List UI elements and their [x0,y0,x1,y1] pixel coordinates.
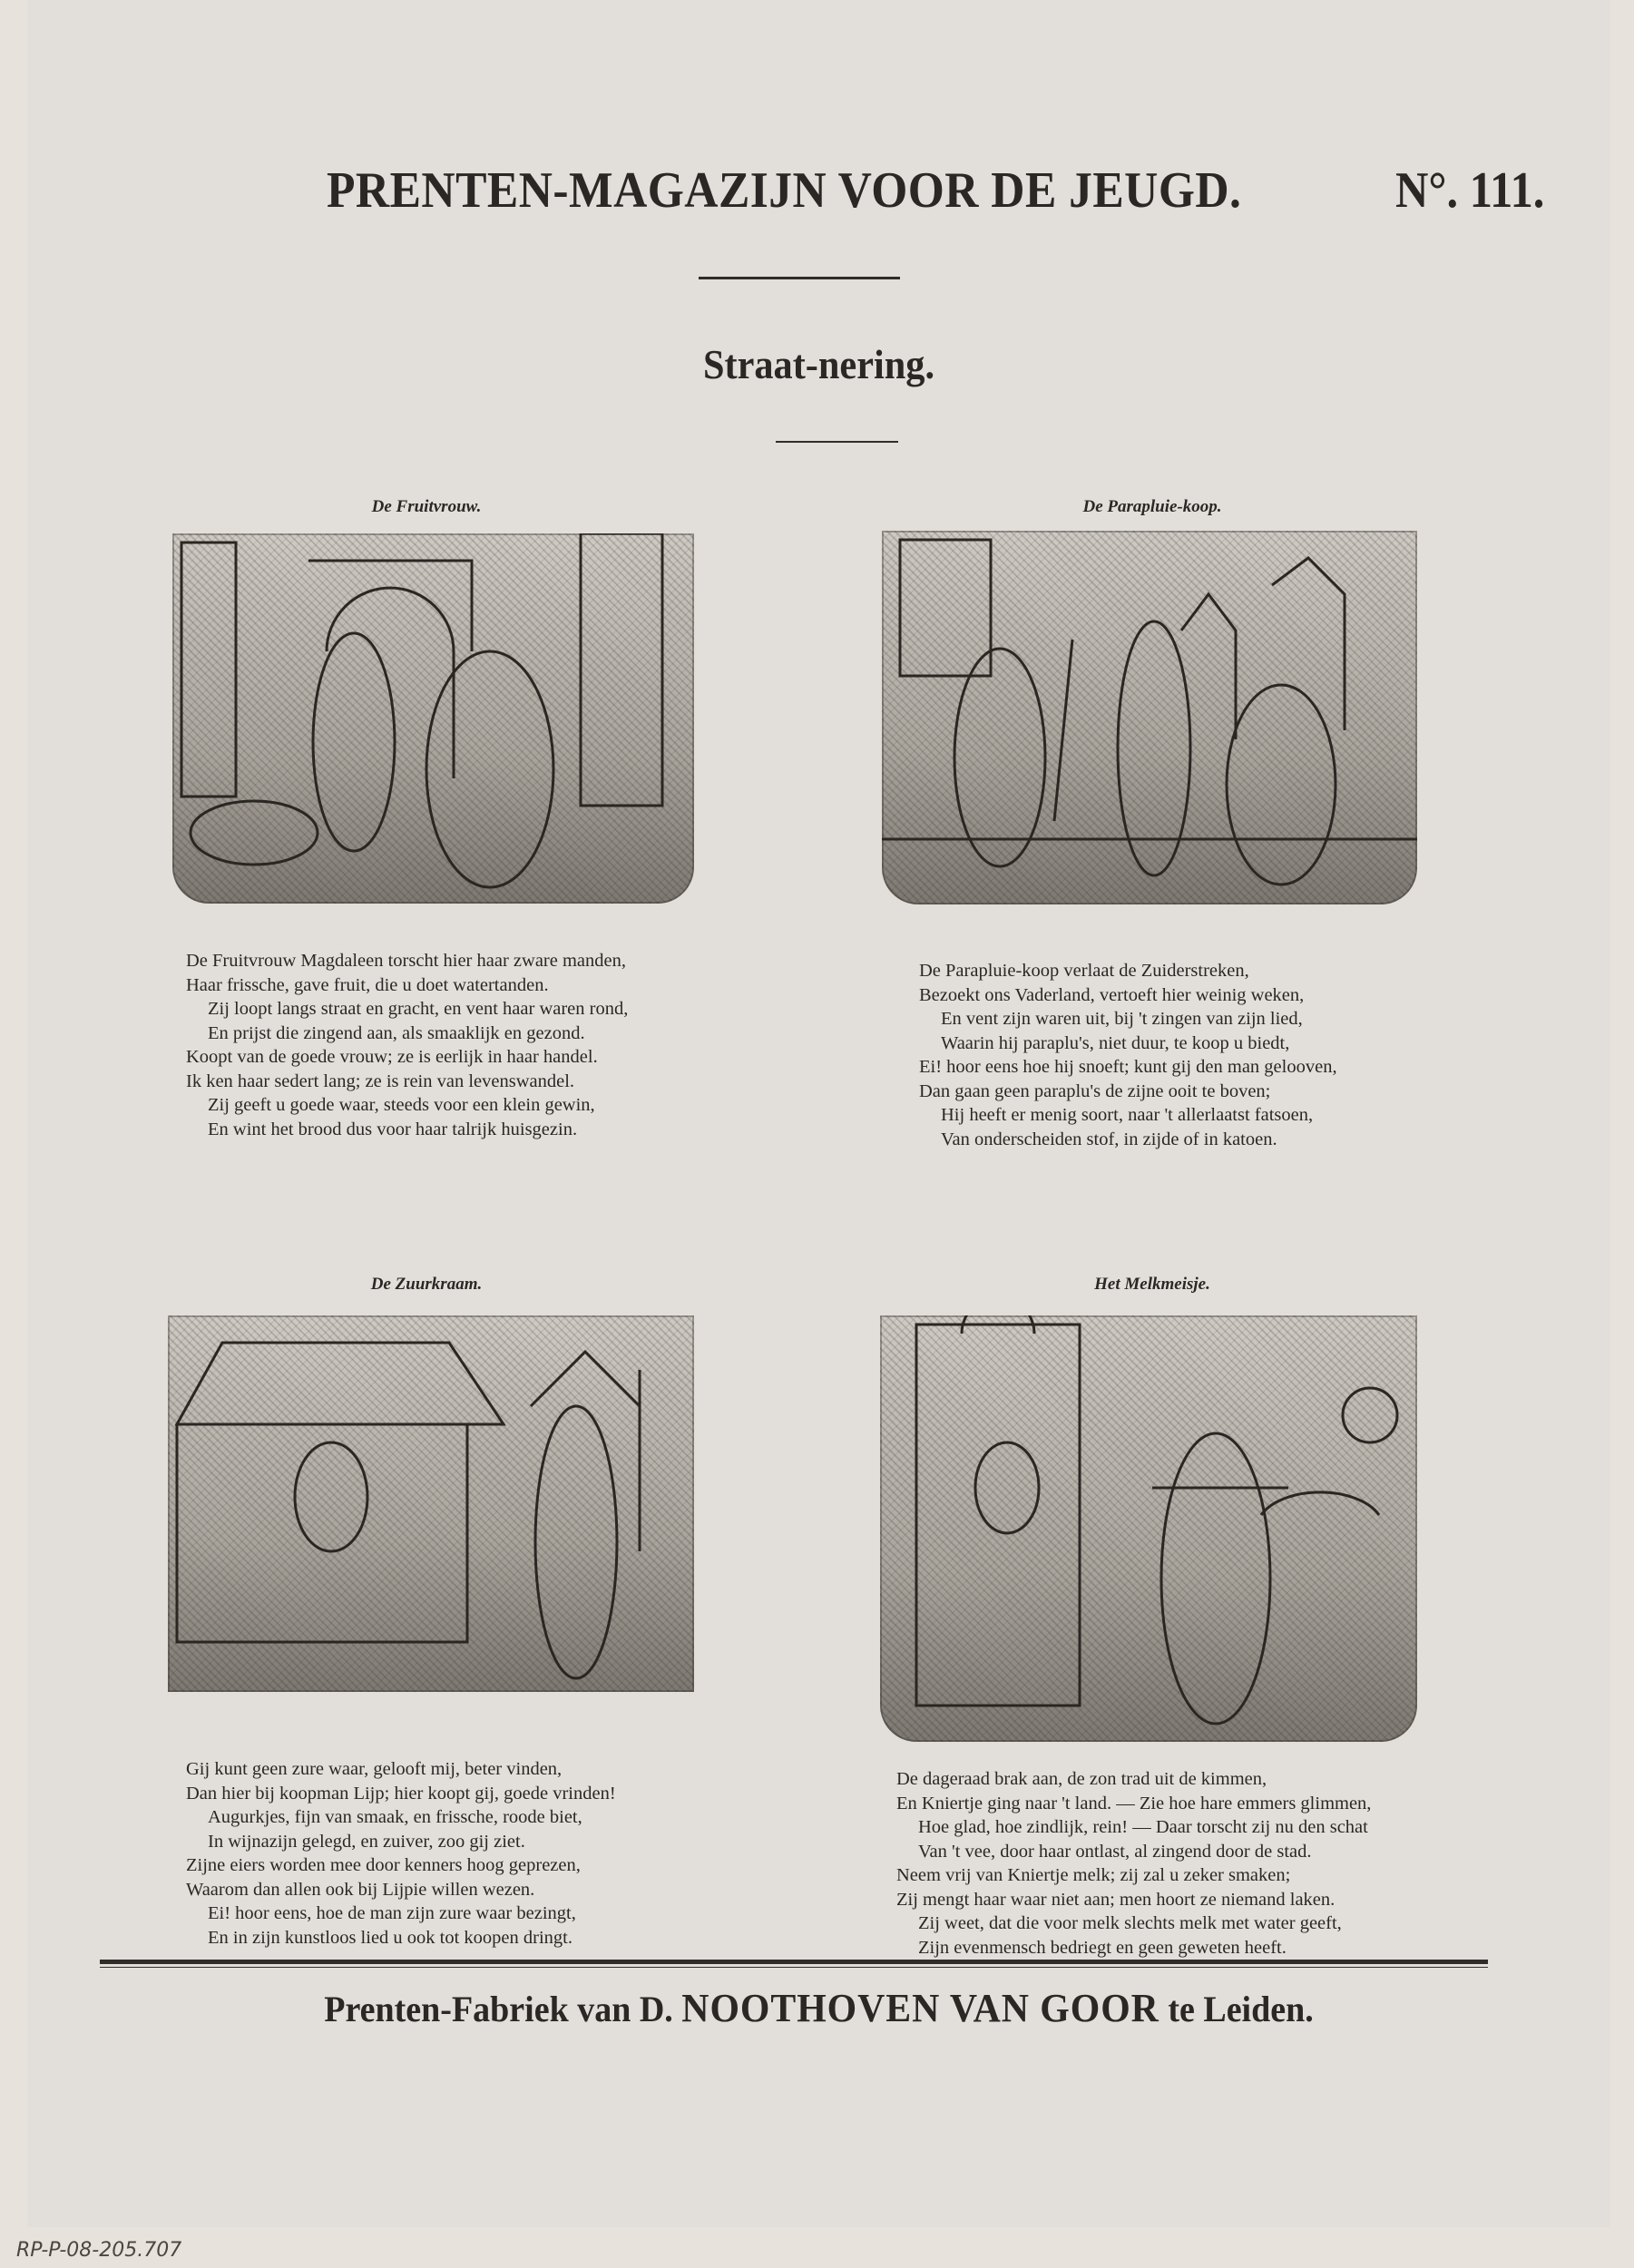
poem-line: Zij weet, dat die voor melk slechts melk met water geeft, [918,1913,1342,1933]
divider [699,277,900,279]
panel-caption: De Fruitvrouw. [371,497,482,516]
poem-line: Waarin hij paraplu's, niet duur, te koop u biedt, [941,1032,1290,1053]
panel-caption: Het Melkmeisje. [1094,1275,1210,1294]
poem-line: En wint het brood dus voor haar talrijk huisgezin. [208,1119,578,1139]
poem-line: Zijne eiers worden mee door kenners hoog geprezen, [186,1855,581,1875]
inventory-mark: RP-P-08-205.707 [16,2239,182,2262]
poem-line: Koopt van de goede vrouw; ze is eerlijk in haar handel. [186,1047,598,1067]
poem-line: De Parapluie-koop verlaat de Zuiderstreken, [919,961,1249,981]
poem-line: En vent zijn waren uit, bij 't zingen van zijn lied, [941,1009,1303,1029]
divider [776,441,898,443]
poem-parapluie-koop [919,959,1337,1151]
poem-zuurkraam [186,1757,616,1950]
publisher-imprint [67,1985,1571,2031]
poem-line: En Kniertje ging naar 't land. — Zie hoe hare emmers glimmen, [896,1793,1372,1813]
issue-number: N°. 111. [1395,162,1545,219]
poem-line: Hij heeft er menig soort, naar 't allerlaatst fatsoen, [941,1105,1314,1125]
poem-line: De dageraad brak aan, de zon trad uit de kimmen, [896,1769,1267,1789]
poem-line: Waarom dan allen ook bij Lijpie willen wezen. [186,1879,535,1900]
poem-line: Ik ken haar sedert lang; ze is rein van levenswandel. [186,1070,575,1091]
print-sheet [27,0,1610,2227]
fruit-seller-illustration [172,533,694,904]
poem-fruitvrouw [186,949,628,1141]
footer-rule-thin [100,1967,1488,1968]
poem-line: En prijst die zingend aan, als smaaklijk en gezond. [208,1022,585,1043]
poem-line: Van 't vee, door haar ontlast, al zingend door de stad. [918,1841,1312,1862]
page-title: PRENTEN-MAGAZIJN VOOR DE JEUGD. [327,162,1242,219]
poem-line: Zij mengt haar waar niet aan; men hoort ze niemand laken. [896,1889,1336,1910]
poem-line: Dan hier bij koopman Lijp; hier koopt gij, goede vrinden! [186,1783,616,1804]
poem-line: In wijnazijn gelegd, en zuiver, zoo gij ziet. [208,1831,525,1852]
panel-caption: De Zuurkraam. [370,1275,483,1294]
footer-rule [100,1960,1488,1964]
poem-line: Bezoekt ons Vaderland, vertoeft hier weinig weken, [919,984,1305,1005]
poem-line: Neem vrij van Kniertje melk; zij zal u zeker smaken; [896,1865,1291,1885]
poem-line: Haar frissche, gave fruit, die u doet watertanden. [186,974,549,995]
pickle-stall-illustration [168,1315,694,1692]
subtitle: Straat-nering. [702,341,935,387]
publisher-name: NOOTHOVEN VAN GOOR [681,1986,1159,2030]
poem-line: Zij geeft u goede waar, steeds voor een klein gewin, [208,1095,595,1115]
poem-line: De Fruitvrouw Magdaleen torscht hier haar zware manden, [186,951,626,971]
poem-line: Ei! hoor eens, hoe de man zijn zure waar bezingt, [208,1903,576,1923]
umbrella-seller-illustration [882,531,1417,904]
poem-line: Zij loopt langs straat en gracht, en vent haar waren rond, [208,999,629,1019]
poem-line: Ei! hoor eens hoe hij snoeft; kunt gij den man gelooven, [919,1057,1337,1077]
poem-line: En in zijn kunstloos lied u ook tot koopen dringt. [208,1927,573,1948]
panel-caption: De Parapluie-koop. [1082,497,1222,516]
poem-line: Hoe glad, hoe zindlijk, rein! — Daar torscht zij nu den schat [918,1817,1368,1837]
imprint-suffix: te Leiden. [1168,1989,1314,2029]
poem-line: Augurkjes, fijn van smaak, en frissche, roode biet, [208,1807,582,1827]
poem-melkmeisje [896,1767,1371,1960]
imprint-prefix: Prenten-Fabriek van D. [324,1989,673,2029]
poem-line: Zijn evenmensch bedriegt en geen geweten heeft. [918,1937,1287,1958]
poem-line: Gij kunt geen zure waar, gelooft mij, beter vinden, [186,1759,563,1779]
poem-line: Van onderscheiden stof, in zijde of in katoen. [941,1129,1277,1149]
poem-line: Dan gaan geen paraplu's de zijne ooit te boven; [919,1080,1271,1101]
milkmaid-illustration [880,1315,1417,1742]
